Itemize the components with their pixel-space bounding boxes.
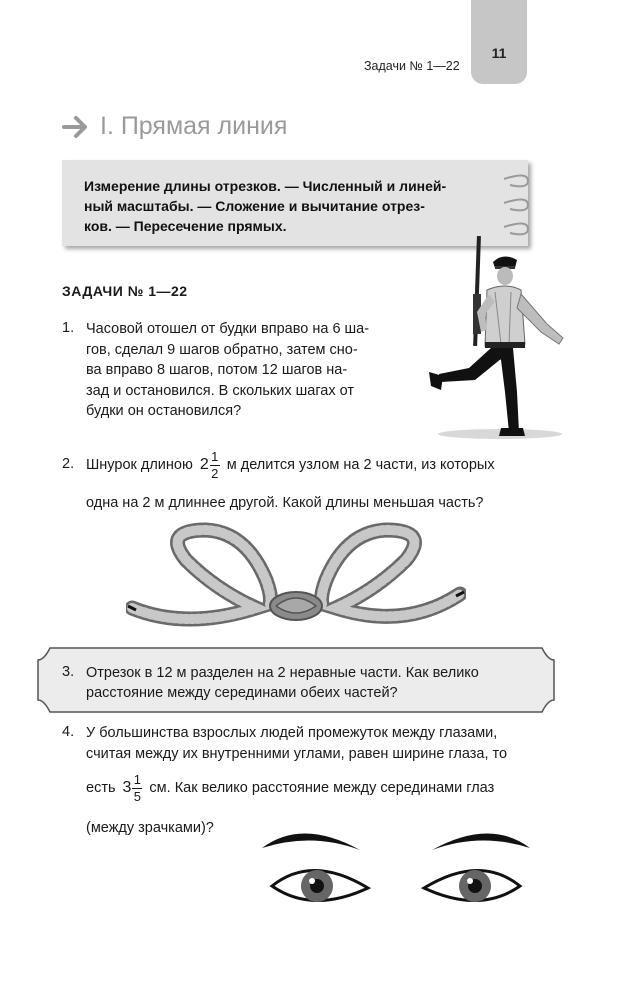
- problem-1-line: зад и остановился. В скольких шагах от: [86, 382, 355, 399]
- right-eyebrow: [432, 833, 530, 850]
- problem-3-line: расстояние между серединами обеих частей?: [86, 685, 398, 701]
- arrow-right-icon: [62, 115, 90, 139]
- fraction-whole: 2: [199, 456, 209, 473]
- section-title: ЗАДАЧИ № 1—22: [62, 283, 188, 299]
- problem-1-line: Часовой отошел от будки вправо на 6 ша-: [86, 321, 370, 337]
- page-number-tab: [471, 0, 527, 84]
- marching-soldier-illustration: [415, 232, 565, 444]
- problem-3-text: [86, 663, 546, 703]
- fraction-numerator: 1: [133, 771, 142, 787]
- fraction-numerator: 1: [211, 448, 219, 464]
- topic-line: ков. — Пересечение прямых.: [84, 218, 287, 234]
- topic-line: ный масштабы. — Сложение и вычитание отрез-: [84, 198, 425, 214]
- chapter-title: I. Прямая линия: [100, 112, 288, 140]
- page-number: 11: [491, 45, 507, 61]
- left-eye: [272, 870, 368, 902]
- problem-1-number: 1.: [62, 320, 75, 336]
- chapter-heading: [62, 112, 287, 141]
- problem-3-line: Отрезок в 12 м разделен на 2 неравные части. Как велико: [86, 665, 479, 681]
- problem-1-line: гов, сделал 9 шагов обратно, затем сно-: [86, 341, 358, 358]
- left-eyebrow: [262, 833, 360, 850]
- problem-2-text-after: м делится узлом на 2 части, из которых: [226, 457, 495, 473]
- problem-4-text: [86, 723, 546, 765]
- right-eye: [424, 870, 520, 902]
- problem-4-number: 4.: [62, 724, 75, 740]
- problem-2-number: 2.: [62, 456, 75, 472]
- problem-4-text-before: есть: [86, 780, 116, 796]
- running-header: Задачи № 1—22: [364, 59, 460, 73]
- fraction-whole: 3: [122, 779, 132, 796]
- fraction-2-1-2: [200, 450, 220, 481]
- problem-1-text: [86, 319, 396, 422]
- problem-1-line: ва вправо 8 шагов, потом 12 шагов на-: [86, 362, 348, 378]
- problem-2-line-1: [86, 447, 546, 483]
- problem-4-line: У большинства взрослых людей промежуток между глазами,: [86, 725, 498, 741]
- problem-4-last-line: (между зрачками)?: [86, 820, 214, 836]
- fraction-denominator: 5: [133, 788, 142, 804]
- problem-4-line-3: [86, 770, 546, 806]
- problem-2-text-before: Шнурок длиною: [86, 457, 193, 473]
- problem-1-line: будки он остановился?: [86, 403, 242, 419]
- problem-4-line: считая между их внутренними углами, равен ширине глаза, то: [86, 746, 508, 762]
- eyes-illustration: [262, 818, 530, 918]
- rope-knot-illustration: [126, 520, 466, 638]
- topic-text: [84, 176, 494, 236]
- fraction-3-1-5: [123, 773, 143, 804]
- topic-line: Измерение длины отрезков. — Численный и линей-: [84, 178, 447, 194]
- problem-2-line-2: одна на 2 м длиннее другой. Какой длины меньшая часть?: [86, 495, 484, 511]
- problem-3-number: 3.: [62, 664, 75, 680]
- fraction-denominator: 2: [211, 465, 219, 481]
- problem-4-text-after: см. Как велико расстояние между серединами глаз: [149, 780, 495, 796]
